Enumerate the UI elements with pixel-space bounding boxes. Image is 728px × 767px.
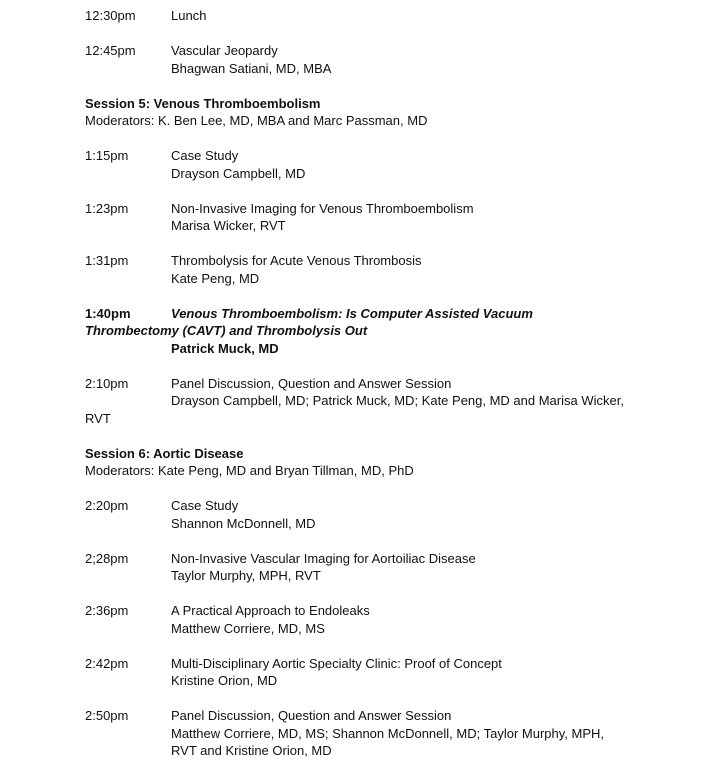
item-speakers: Drayson Campbell, MD; Patrick Muck, MD; Kate Peng, MD and Marisa Wicker, — [171, 393, 624, 408]
item-title: Multi-Disciplinary Aortic Specialty Clinic: Proof of Concept — [171, 655, 502, 671]
session-6-moderators: Moderators: Kate Peng, MD and Bryan Tillman, MD, PhD — [85, 463, 414, 478]
item-speakers-continued: RVT and Kristine Orion, MD — [171, 743, 332, 758]
item-speaker: Drayson Campbell, MD — [171, 165, 306, 181]
item-time: 1:15pm — [85, 148, 129, 163]
agenda-item — [85, 655, 650, 673]
item-title-continued: Thrombectomy (CAVT) and Thrombolysis Out — [85, 323, 368, 338]
agenda-item — [85, 147, 650, 165]
item-speaker: Patrick Muck, MD — [171, 340, 279, 356]
item-title: Panel Discussion, Question and Answer Session — [171, 375, 452, 391]
agenda-item-featured — [85, 305, 650, 323]
agenda-item-panel — [85, 375, 650, 393]
agenda-item — [85, 200, 650, 218]
item-time: 12:30pm — [85, 8, 136, 23]
item-speaker: Kristine Orion, MD — [171, 673, 278, 688]
agenda-item-panel — [85, 707, 650, 725]
item-speaker: Bhagwan Satiani, MD, MBA — [171, 60, 332, 76]
item-time: 2:10pm — [85, 375, 129, 391]
agenda-item-lunch — [85, 7, 650, 25]
item-title: Thrombolysis for Acute Venous Thrombosis — [171, 253, 422, 268]
item-time: 2;28pm — [85, 550, 129, 566]
agenda-item — [85, 497, 650, 515]
item-title: Case Study — [171, 498, 239, 513]
item-speakers-continued: RVT — [85, 410, 111, 426]
item-time: 1:23pm — [85, 200, 129, 216]
session-6-heading: Session 6: Aortic Disease — [85, 445, 244, 461]
item-speaker: Kate Peng, MD — [171, 270, 260, 286]
item-title: Non-Invasive Imaging for Venous Thromboembolism — [171, 200, 474, 216]
item-time: 2:36pm — [85, 603, 129, 618]
item-title: A Practical Approach to Endoleaks — [171, 603, 370, 618]
item-title: Panel Discussion, Question and Answer Session — [171, 708, 452, 723]
item-time: 2:42pm — [85, 655, 129, 671]
item-time: 2:20pm — [85, 498, 129, 513]
agenda-document — [85, 7, 650, 760]
agenda-item — [85, 550, 650, 568]
item-time: 1:40pm — [85, 305, 131, 321]
item-time: 12:45pm — [85, 43, 136, 58]
item-speaker: Marisa Wicker, RVT — [171, 218, 286, 233]
agenda-item — [85, 252, 650, 270]
agenda-item-jeopardy — [85, 42, 650, 60]
session-5-moderators: Moderators: K. Ben Lee, MD, MBA and Marc Passman, MD — [85, 113, 428, 128]
item-title: Vascular Jeopardy — [171, 43, 278, 58]
item-speaker: Matthew Corriere, MD, MS — [171, 620, 325, 636]
item-title: Non-Invasive Vascular Imaging for Aortoiliac Disease — [171, 550, 476, 566]
item-speaker: Shannon McDonnell, MD — [171, 515, 316, 531]
session-5-heading: Session 5: Venous Thromboembolism — [85, 95, 321, 111]
agenda-item — [85, 602, 650, 620]
item-title: Lunch — [171, 8, 207, 23]
item-speakers: Matthew Corriere, MD, MS; Shannon McDonnell, MD; Taylor Murphy, MPH, — [171, 725, 604, 741]
item-title: Venous Thromboembolism: Is Computer Assisted Vacuum — [171, 305, 533, 321]
item-time: 2:50pm — [85, 708, 129, 723]
item-title: Case Study — [171, 148, 239, 163]
item-time: 1:31pm — [85, 253, 129, 268]
item-speaker: Taylor Murphy, MPH, RVT — [171, 568, 321, 583]
